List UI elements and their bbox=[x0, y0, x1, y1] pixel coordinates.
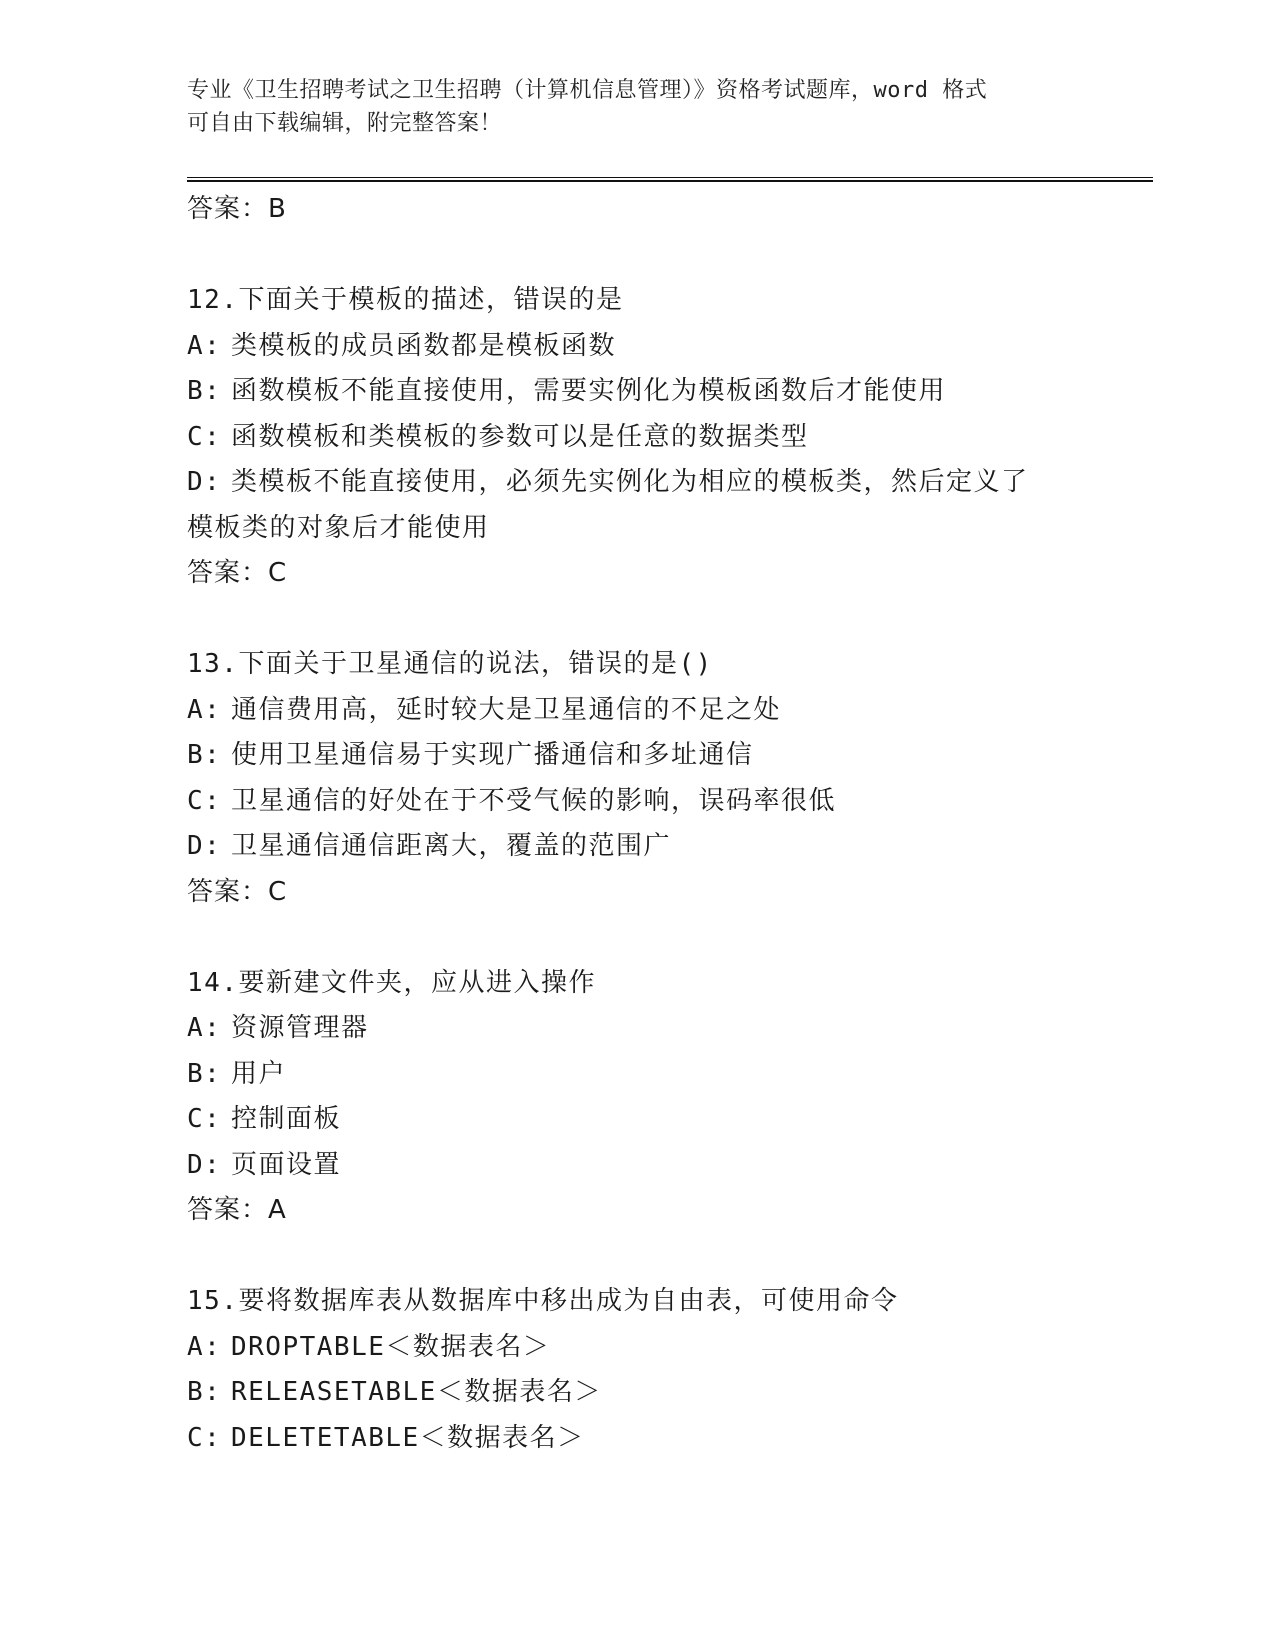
spacer bbox=[187, 915, 1147, 961]
option-text: DROPTABLE＜数据表名＞ bbox=[231, 1331, 551, 1362]
option-key: C: bbox=[187, 1104, 222, 1134]
option-key: C: bbox=[187, 421, 222, 452]
option-key: B: bbox=[187, 376, 222, 406]
option-a bbox=[187, 688, 1147, 734]
option-text: 卫星通信通信距离大，覆盖的范围广 bbox=[231, 831, 672, 861]
option-key: A: bbox=[187, 330, 222, 361]
question-13 bbox=[187, 642, 1147, 915]
option-c bbox=[187, 415, 1147, 461]
spacer bbox=[187, 597, 1147, 643]
previous-answer: 答案：B bbox=[187, 194, 287, 224]
header-divider-thick bbox=[187, 180, 1153, 182]
question-stem: 12.下面关于模板的描述，错误的是 bbox=[187, 285, 624, 315]
option-b bbox=[187, 1052, 1147, 1098]
option-text: 卫星通信的好处在于不受气候的影响，误码率很低 bbox=[231, 785, 837, 816]
question-list bbox=[187, 187, 1147, 1461]
option-text: 类模板不能直接使用，必须先实例化为相应的模板类，然后定义了 bbox=[231, 467, 1029, 497]
spacer bbox=[187, 233, 1147, 279]
option-text: DELETETABLE＜数据表名＞ bbox=[231, 1422, 585, 1453]
option-key: B: bbox=[187, 1377, 222, 1407]
option-d bbox=[187, 460, 1147, 506]
page-header bbox=[187, 74, 1087, 140]
question-stem: 15.要将数据库表从数据库中移出成为自由表，可使用命令 bbox=[187, 1286, 899, 1316]
option-key: A: bbox=[187, 1331, 222, 1362]
option-a bbox=[187, 1325, 1147, 1371]
option-c bbox=[187, 779, 1147, 825]
option-key: D: bbox=[187, 1149, 222, 1180]
answer-line: 答案：A bbox=[187, 1195, 287, 1225]
header-divider-thin bbox=[187, 177, 1153, 178]
option-b bbox=[187, 369, 1147, 415]
option-b bbox=[187, 1370, 1147, 1416]
option-key: A: bbox=[187, 694, 222, 725]
question-12 bbox=[187, 278, 1147, 597]
question-stem: 13.下面关于卫星通信的说法，错误的是() bbox=[187, 649, 713, 679]
spacer bbox=[187, 1234, 1147, 1280]
option-text: 页面设置 bbox=[231, 1149, 342, 1180]
option-text: 使用卫星通信易于实现广播通信和多址通信 bbox=[231, 740, 754, 770]
option-c bbox=[187, 1416, 1147, 1462]
option-key: B: bbox=[187, 740, 222, 770]
option-key: D: bbox=[187, 831, 222, 861]
option-b bbox=[187, 733, 1147, 779]
question-14 bbox=[187, 961, 1147, 1234]
option-c bbox=[187, 1097, 1147, 1143]
option-key: C: bbox=[187, 1422, 222, 1453]
option-text: 类模板的成员函数都是模板函数 bbox=[231, 330, 617, 361]
option-a bbox=[187, 324, 1147, 370]
answer-line: 答案：C bbox=[187, 558, 288, 588]
header-line-1: 专业《卫生招聘考试之卫生招聘（计算机信息管理）》资格考试题库，word 格式 bbox=[187, 78, 988, 103]
option-text: RELEASETABLE＜数据表名＞ bbox=[231, 1377, 602, 1407]
option-key: A: bbox=[187, 1013, 222, 1043]
option-key: C: bbox=[187, 785, 222, 816]
option-text: 函数模板不能直接使用，需要实例化为模板函数后才能使用 bbox=[231, 376, 947, 406]
option-key: D: bbox=[187, 467, 222, 497]
header-line-2: 可自由下载编辑，附完整答案！ bbox=[187, 111, 503, 136]
question-stem: 14.要新建文件夹，应从进入操作 bbox=[187, 967, 596, 998]
answer-line: 答案：C bbox=[187, 876, 288, 907]
option-text: 控制面板 bbox=[231, 1104, 342, 1134]
option-key: B: bbox=[187, 1058, 222, 1089]
option-a bbox=[187, 1006, 1147, 1052]
option-text: 通信费用高，延时较大是卫星通信的不足之处 bbox=[231, 694, 782, 725]
option-text: 资源管理器 bbox=[231, 1013, 369, 1043]
question-15 bbox=[187, 1279, 1147, 1461]
option-text: 函数模板和类模板的参数可以是任意的数据类型 bbox=[231, 421, 809, 452]
option-text: 用户 bbox=[231, 1058, 287, 1089]
option-d bbox=[187, 824, 1147, 870]
option-d bbox=[187, 1143, 1147, 1189]
option-d-continuation: 模板类的对象后才能使用 bbox=[187, 512, 490, 543]
